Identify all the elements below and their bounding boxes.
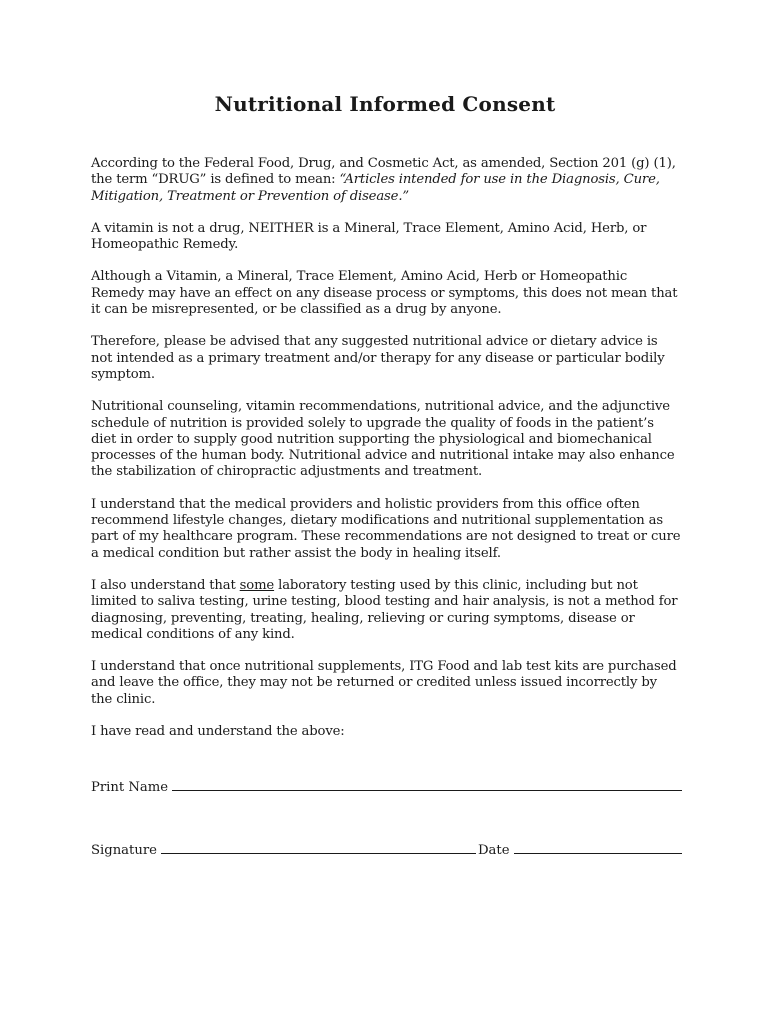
paragraph-provider-recommendations: I understand that the medical providers and holistic providers from this office often recommend lifestyle changes, dietary modifications and nutritional supplementation as part of my healthcare program. These recommendations are not designed to treat or cure a medical condition but rather assist the body in healing itself. [91, 496, 681, 561]
paragraph-effect-disclaimer: Although a Vitamin, a Mineral, Trace Element, Amino Acid, Herb or Homeopathic Remedy may have an effect on any disease process or symptoms, this does not mean that it can be misrepresented, or be classified as a drug by anyone. [91, 269, 678, 318]
signature-label: Signature [91, 843, 157, 858]
paragraph-vitamin-not-drug: A vitamin is not a drug, NEITHER is a Mineral, Trace Element, Amino Acid, Herb, or Homeopathic Remedy. [91, 220, 647, 253]
signature-date-row [91, 841, 682, 858]
signature-field[interactable] [161, 841, 476, 854]
print-name-row [91, 778, 682, 795]
print-name-label: Print Name [91, 780, 169, 795]
page-title: Nutritional Informed Consent [214, 92, 556, 116]
date-field[interactable] [514, 841, 683, 854]
date-label: Date [477, 843, 510, 858]
paragraph-nutritional-counseling: Nutritional counseling, vitamin recommendations, nutritional advice, and the adjunctive schedule of nutrition is provided solely to upgrade the quality of foods in the patient’s diet in order to supply good nutrition supporting the physiological and biomechanical processes of the human body. Nutritional advice and nutritional intake may also enhance the stabilization of chiropractic adjustments and treatment. [91, 399, 675, 480]
paragraph-lab-testing [91, 578, 682, 643]
print-name-field[interactable] [172, 778, 682, 791]
paragraph-lab-testing-underlined: some [239, 577, 275, 593]
paragraph-drug-definition-text: According to the Federal Food, Drug, and Cosmetic Act, as amended, Section 201 (g) (1), the term “DRUG” is defined to mean: [91, 156, 676, 188]
paragraph-lab-testing-after: laboratory testing used by this clinic, including but not limited to saliva testing, urine testing, blood testing and hair analysis, is not a method for diagnosing, preventing, treating, healing, relieving or curing symptoms, disease or medical conditions of any kind. [91, 577, 678, 642]
paragraph-drug-definition-quote: “Articles intended for use in the Diagnosis, Cure, Mitigation, Treatment or Prevention of disease.” [91, 172, 660, 204]
document-body [91, 156, 682, 756]
paragraph-advice-not-treatment: Therefore, please be advised that any suggested nutritional advice or dietary advice is not intended as a primary treatment and/or therapy for any disease or particular bodily symptom. [91, 334, 665, 382]
paragraph-no-returns: I understand that once nutritional supplements, ITG Food and lab test kits are purchased and leave the office, they may not be returned or credited unless issued incorrectly by the clinic. [91, 659, 677, 707]
paragraph-acknowledgement: I have read and understand the above: [91, 724, 345, 740]
paragraph-drug-definition [91, 156, 682, 205]
paragraph-lab-testing-before: I also understand that [91, 577, 240, 593]
